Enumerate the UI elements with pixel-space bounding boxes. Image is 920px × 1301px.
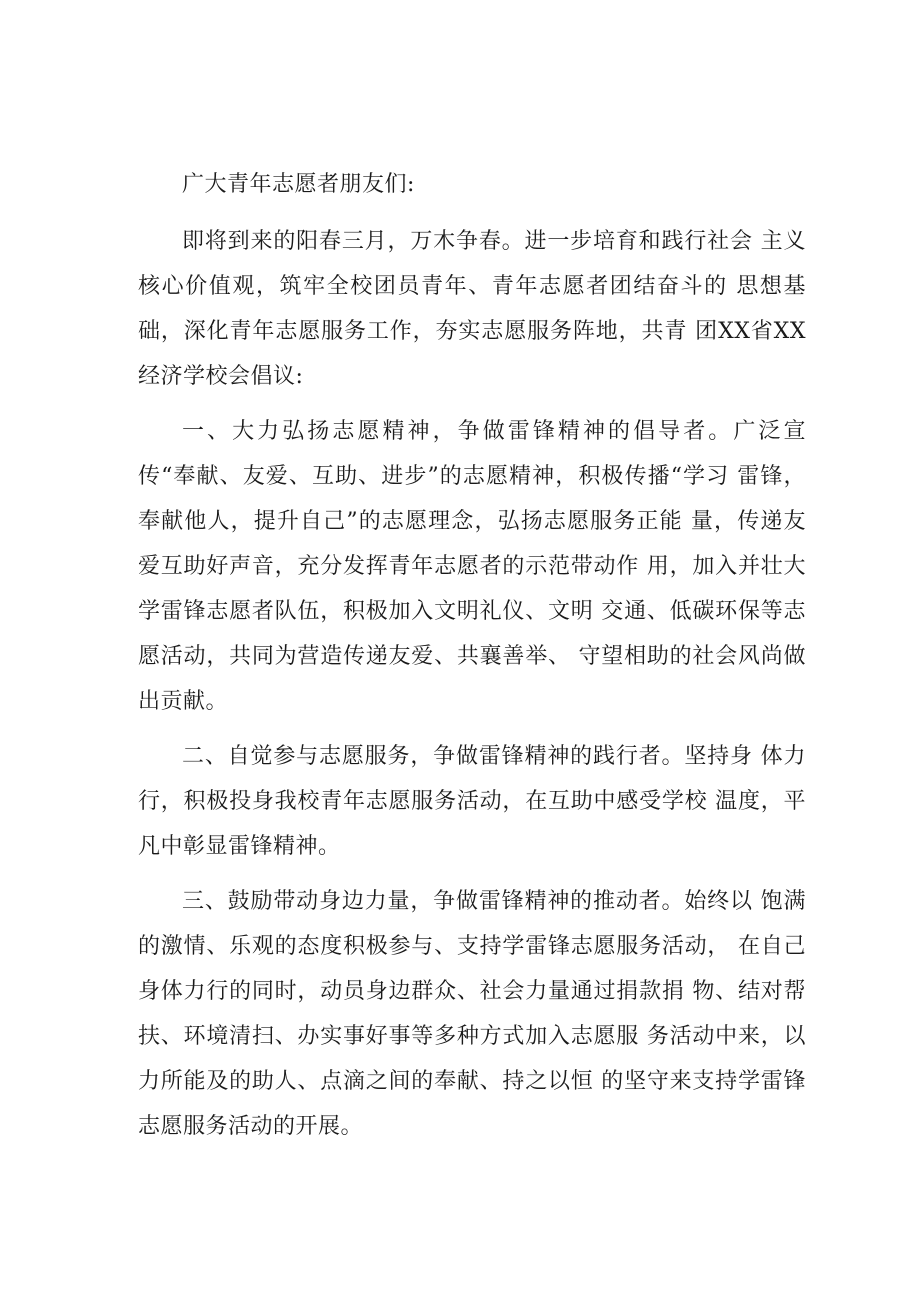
proposal-three-paragraph: 三、鼓励带动身边力量，争做雷锋精神的推动者。始终以 饱满的激情、乐观的态度积极参与、支持学雷锋志愿服务活动， 在自己身体力行的同时，动员身边群众、社会力量通过捐款捐 物、结对帮扶、环境清扫、办实事好事等多种方式加入志愿服 务活动中来，以力所能及的助人、点滴之间的奉献、持之以恒 的坚守来支持学雷锋志愿服务活动的开展。 [138, 889, 806, 1139]
intro-paragraph: 即将到来的阳春三月，万木争春。进一步培育和践行社会 主义核心价值观，筑牢全校团员青年、青年志愿者团结奋斗的 思想基础，深化青年志愿服务工作，夯实志愿服务阵地，共青 团XX省XX经济学校会倡议: [138, 229, 806, 389]
proposal-two-paragraph: 二、自觉参与志愿服务，争做雷锋精神的践行者。坚持身 体力行，积极投身我校青年志愿服务活动，在互助中感受学校 温度，平凡中彰显雷锋精神。 [138, 744, 806, 859]
salutation: 广大青年志愿者朋友们: [182, 172, 415, 197]
document-body [138, 162, 806, 1159]
proposal-one-paragraph: 一、大力弘扬志愿精神，争做雷锋精神的倡导者。广泛宣 传“奉献、友爱、互助、进步”的志愿精神，积极传播“学习 雷锋，奉献他人，提升自己”的志愿理念，弘扬志愿服务正能 量，传递友爱互助好声音，充分发挥青年志愿者的示范带动作 用，加入并壮大学雷锋志愿者队伍，积极加入文明礼仪、文明 交通、低碳环保等志愿活动，共同为营造传递友爱、共襄善举、 守望相助的社会风尚做出贡献。 [138, 419, 806, 714]
